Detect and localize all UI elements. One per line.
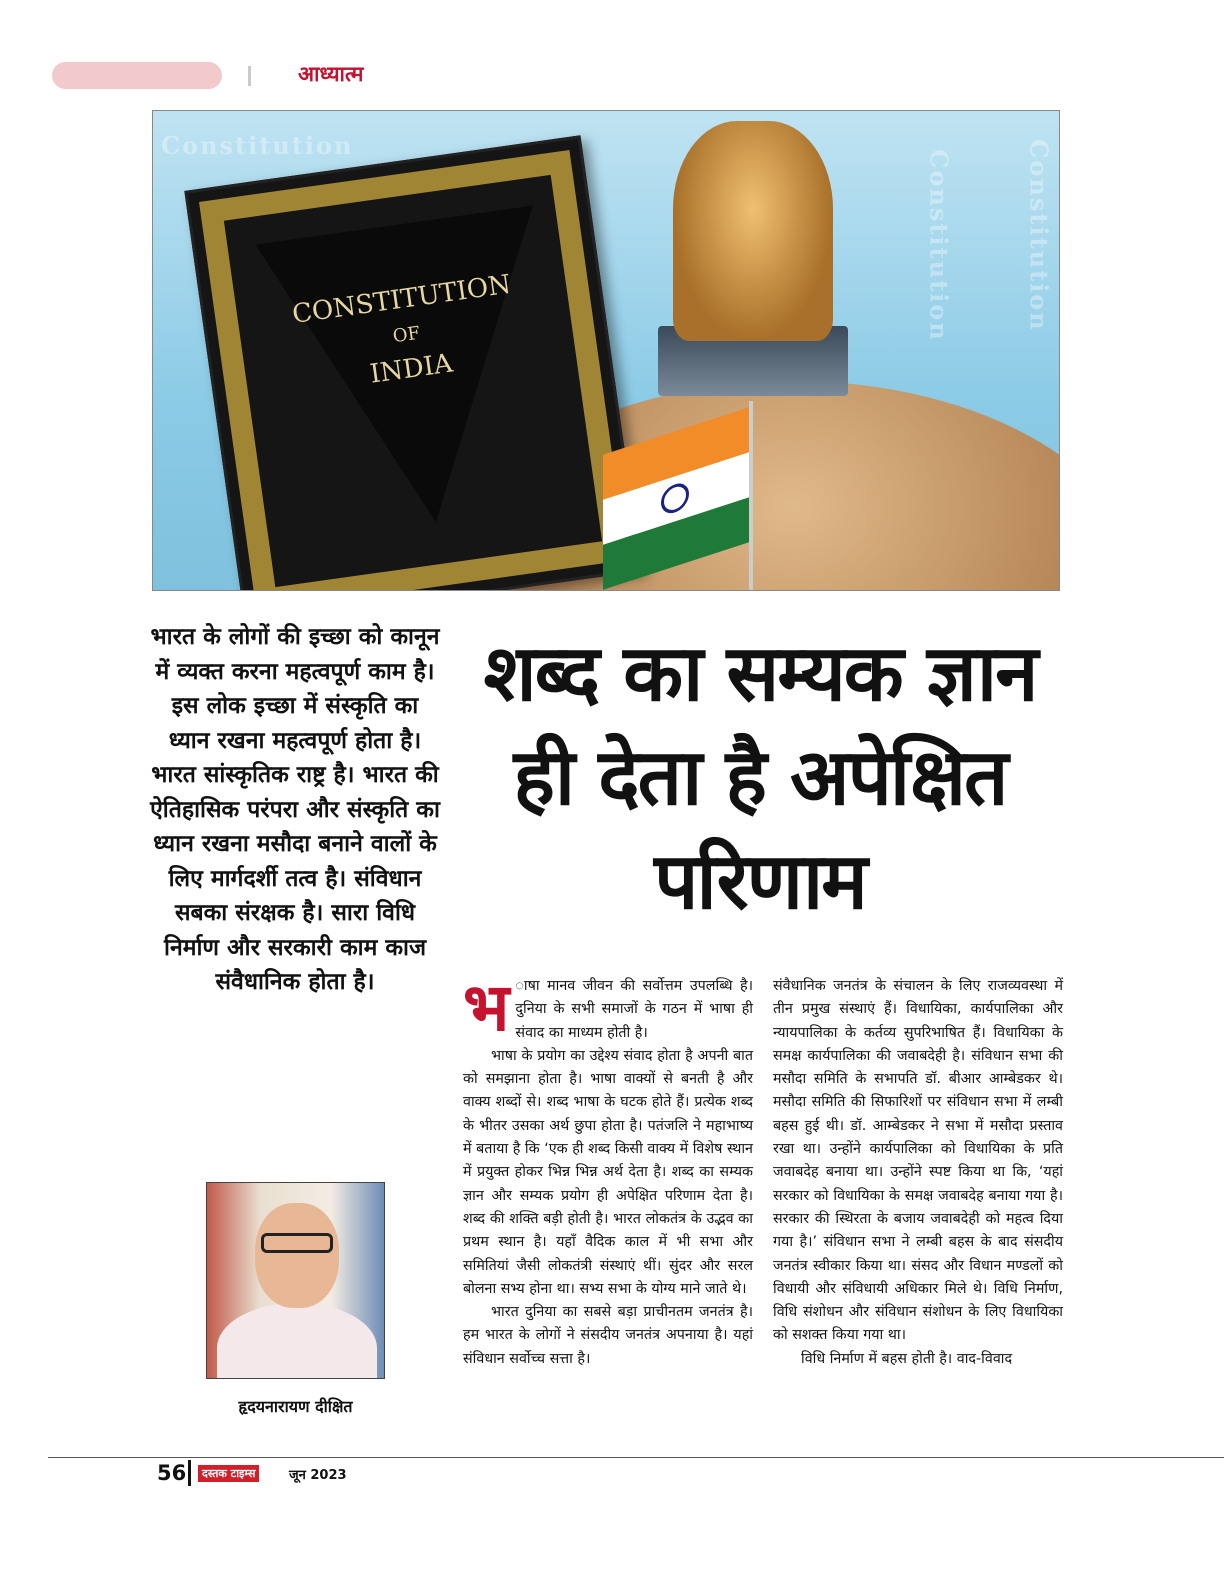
article-column-2: [773, 975, 1063, 1371]
article-headline: शब्द का सम्यक ज्ञान ही देता है अपेक्षित परिणाम: [483, 629, 1037, 927]
constitution-book: [184, 135, 641, 591]
watermark-text: Constitution: [1024, 139, 1054, 332]
book-title: INDIA: [368, 348, 455, 390]
ashoka-chakra-icon: [661, 480, 689, 517]
author-name: हृदयनारायण दीक्षित: [238, 1397, 353, 1416]
header-divider: [248, 66, 251, 86]
paragraph: भारत दुनिया का सबसे बड़ा प्राचीनतम जनतंत्र है। हम भारत के लोगों ने संसदीय जनतंत्र अपनाया है। यहां संविधान सर्वोच्च सत्ता है।: [463, 1304, 753, 1367]
watermark-text: Constitution: [161, 131, 354, 160]
lion-capital-emblem: [673, 121, 833, 341]
paragraph: संवैधानिक जनतंत्र के संचालन के लिए राजव्यवस्था में तीन प्रमुख संस्थाएं हैं। विधायिका, कार्यपालिका और न्यायपालिका के कर्तव्य सुपरिभाषित हैं। विधायिका के समक्ष कार्यपालिका की जवाबदेही है। संविधान सभा की मसौदा समिति के सभापति डॉ. बीआर आम्बेडकर थे। मसौदा समिति की सिफारिशों पर संविधान सभा में लम्बी बहस हुई थी। डॉ. आम्बेडकर ने सभा में मसौदा प्रस्ताव रखा था। उन्होंने कार्यपालिका को विधायिका के प्रति जवाबदेह बनाया था। उन्होंने स्पष्ट किया था कि, ‘यहां सरकार को विधायिका के समक्ष जवाबदेह बनाया गया है। सरकार की स्थिरता के बजाय जवाबदेही को महत्व दिया गया है।’ संविधान सभा ने लम्बी बहस के बाद संसदीय जनतंत्र स्वीकार किया था। संसद और विधान मण्डलों को विधायी और संविधायी अधिकार मिले थे। विधि निर्माण, विधि संशोधन और संविधान संशोधन के लिए विधायिका को सशक्त किया गया था।: [773, 978, 1063, 1344]
header-pill: [52, 62, 222, 89]
hero-image: [152, 110, 1060, 591]
paragraph: ाषा मानव जीवन की सर्वोत्तम उपलब्धि है। दुनिया के सभी समाजों के गठन में भाषा ही संवाद का माध्यम होती है।: [515, 978, 753, 1041]
paragraph: भाषा के प्रयोग का उद्देश्य संवाद होता है अपनी बात को समझाना होता है। भाषा वाक्यों से बनती है और वाक्य शब्दों से। शब्द भाषा के घटक होते हैं। प्रत्येक शब्द के भीतर उसका अर्थ छुपा होता है। पतंजलि ने महाभाष्य में बताया है कि ‘एक ही शब्द किसी वाक्य में विशेष स्थान में प्रयुक्त होकर भिन्न भिन्न अर्थ देता है। शब्द का सम्यक ज्ञान और सम्यक प्रयोग ही अपेक्षित परिणाम देता है। शब्द की शक्ति बड़ी होती है। भारत लोकतंत्र के उद्भव का प्रथम स्थान है। यहाँ वैदिक काल में भी सभा और समितियां जैसी लोकतंत्री संस्थाएं थीं। सुंदर और सरल बोलना सभ्य होना था। सभ्य सभा के योग्य माने जाते थे।: [463, 1047, 753, 1297]
footer-rule: [48, 1457, 1224, 1458]
pull-quote: भारत के लोगों की इच्छा को कानून में व्यक्त करना महत्वपूर्ण काम है। इस लोक इच्छा में संस्कृति का ध्यान रखना महत्वपूर्ण होता है। भारत सांस्कृतिक राष्ट्र है। भारत की ऐतिहासिक परंपरा और संस्कृति का ध्यान रखना मसौदा बनाने वालों के लिए मार्गदर्शी तत्व है। संविधान सबका संरक्षक है। सारा विधि निर्माण और सरकारी काम काज संवैधानिक होता है।: [150, 624, 440, 995]
paragraph: विधि निर्माण में बहस होती है। वाद-विवाद: [801, 1350, 1013, 1367]
author-photo: [206, 1182, 385, 1379]
book-title: OF: [391, 322, 422, 348]
page-number: 56: [157, 1461, 187, 1485]
book-title: CONSTITUTION: [290, 269, 513, 330]
magazine-logo: दस्तक टाइम्स: [198, 1465, 259, 1482]
flag-pole: [749, 401, 753, 591]
footer-divider: [188, 1460, 191, 1486]
watermark-text: Constitution: [924, 149, 954, 342]
drop-cap: भ: [463, 969, 510, 1046]
issue-date: जून 2023: [289, 1468, 347, 1483]
section-label: आध्यात्म: [298, 62, 364, 86]
article-column-1: [463, 969, 753, 1371]
